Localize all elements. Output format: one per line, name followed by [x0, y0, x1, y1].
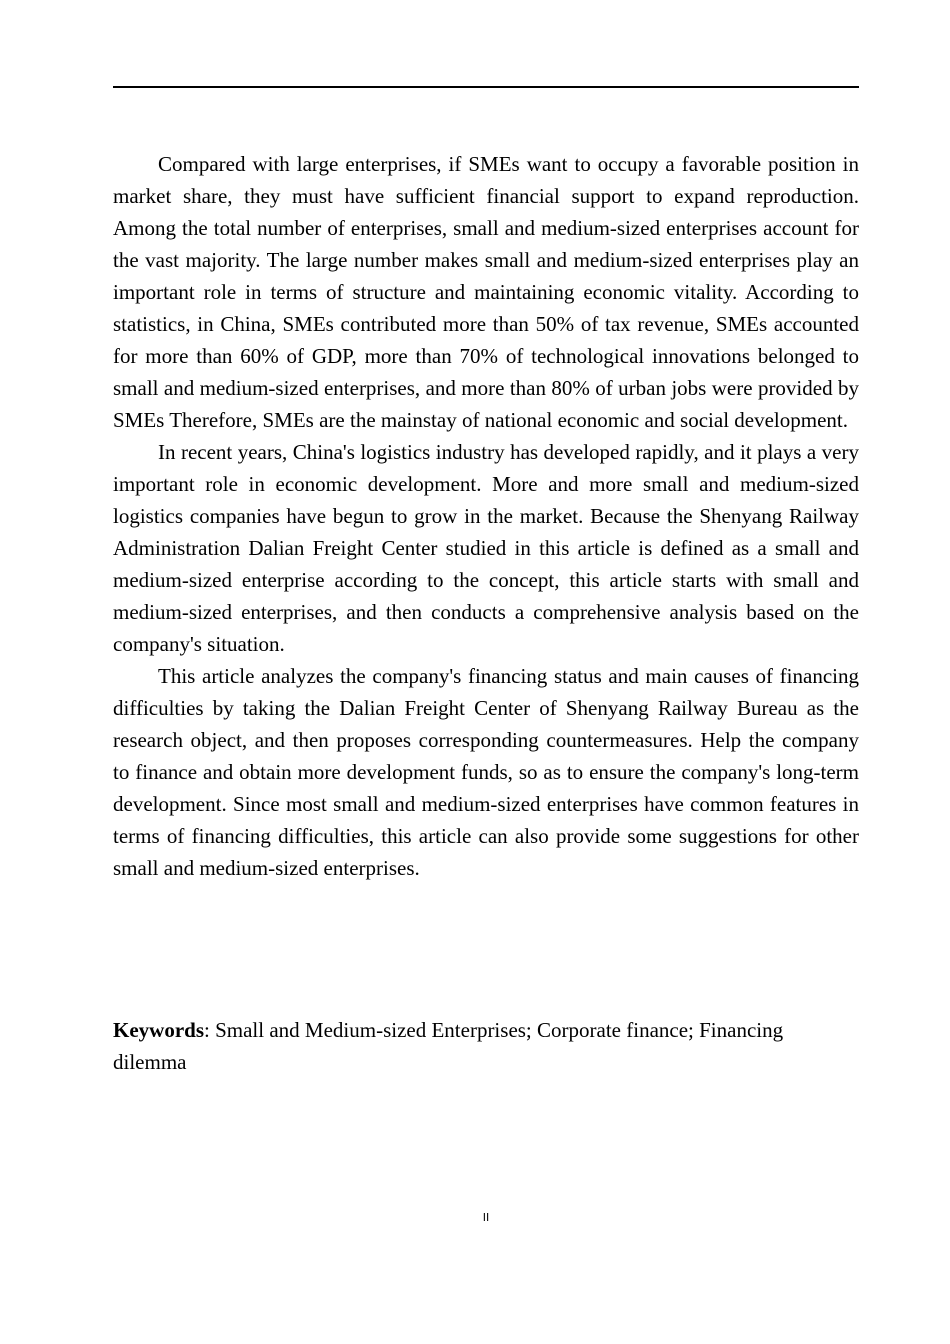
keywords-text: : Small and Medium-sized Enterprises; Corporate finance; Financing dilemma — [113, 1018, 784, 1074]
keywords-line — [113, 1014, 859, 1078]
abstract-paragraph-1: Compared with large enterprises, if SMEs want to occupy a favorable position in market share, they must have sufficient financial support to expand reproduction. Among the total number of enterprises, small and medium-sized enterprises account for the vast majority. The large number makes small and medium-sized enterprises play an important role in terms of structure and maintaining economic vitality. According to statistics, in China, SMEs contributed more than 50% of tax revenue, SMEs accounted for more than 60% of GDP, more than 70% of technological innovations belonged to small and medium-sized enterprises, and more than 80% of urban jobs were provided by SMEs Therefore, SMEs are the mainstay of national economic and social development. — [113, 152, 859, 432]
header-rule — [113, 86, 859, 88]
page-number: II — [482, 1211, 490, 1224]
abstract-paragraph-2: In recent years, China's logistics industry has developed rapidly, and it plays a very important role in economic development. More and more small and medium-sized logistics companies have begun to grow in the market. Because the Shenyang Railway Administration Dalian Freight Center studied in this article is defined as a small and medium-sized enterprise according to the concept, this article starts with small and medium-sized enterprises, and then conducts a comprehensive analysis based on the company's situation. — [113, 440, 859, 656]
abstract-paragraph-3: This article analyzes the company's financing status and main causes of financing difficulties by taking the Dalian Freight Center of Shenyang Railway Bureau as the research object, and then proposes corresponding countermeasures. Help the company to finance and obtain more development funds, so as to ensure the company's long-term development. Since most small and medium-sized enterprises have common features in terms of financing difficulties, this article can also provide some suggestions for other small and medium-sized enterprises. — [113, 664, 859, 880]
abstract-body — [113, 148, 859, 884]
keywords-label: Keywords — [113, 1018, 204, 1042]
